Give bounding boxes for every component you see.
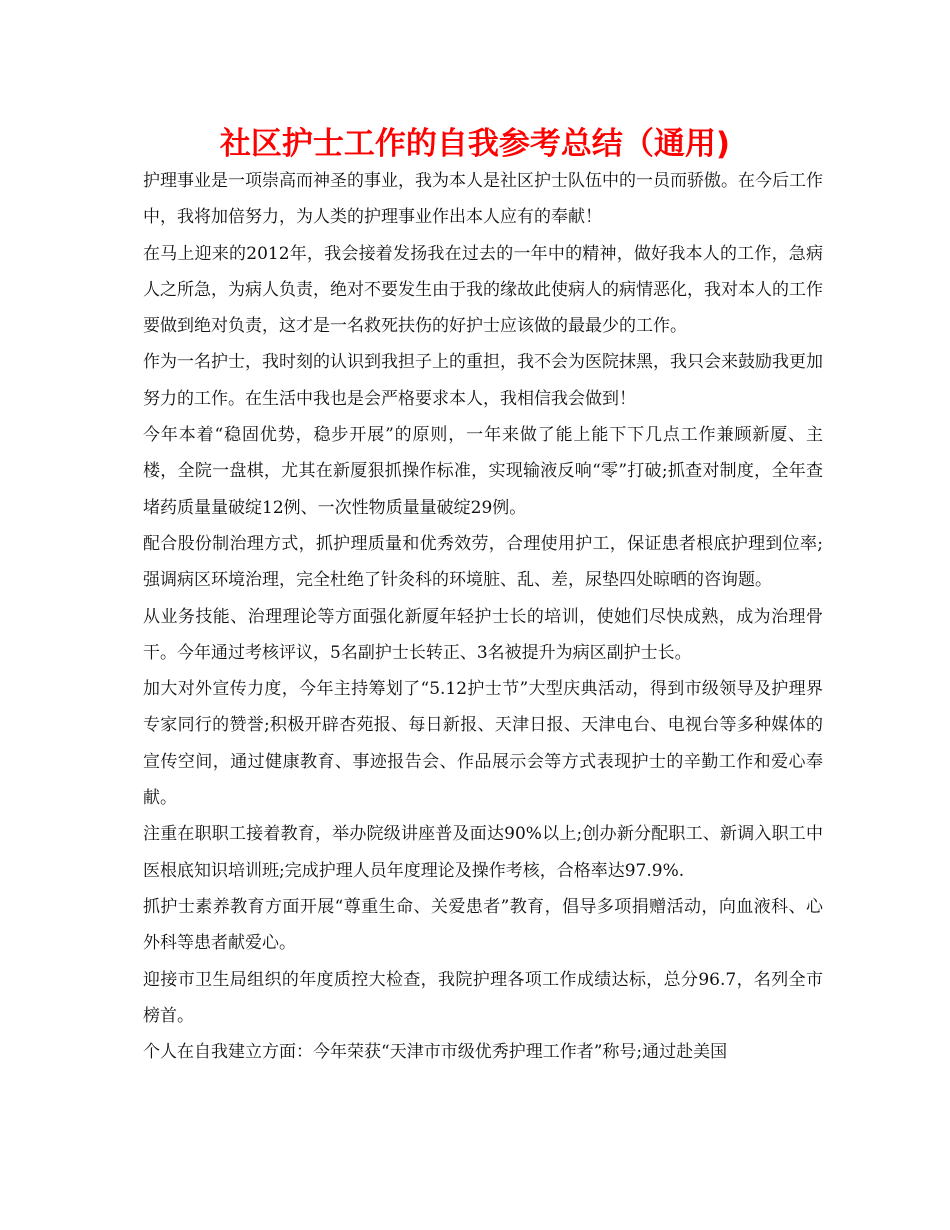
document-body — [143, 163, 823, 1070]
paragraph-6: 从业务技能、治理理论等方面强化新厦年轻护士长的培训，使她们尽快成熟，成为治理骨干。今年通过考核评议，5名副护士长转正、3名被提升为病区副护士长。 — [143, 606, 823, 663]
paragraph-3: 作为一名护士，我时刻的认识到我担子上的重担，我不会为医院抹黑，我只会来鼓励我更加努力的工作。在生活中我也是会严格要求本人，我相信我会做到！ — [143, 352, 823, 409]
paragraph-7: 加大对外宣传力度，今年主持筹划了“5.12护士节”大型庆典活动，得到市级领导及护理界专家同行的赞誉;积极开辟杏苑报、每日新报、天津日报、天津电台、电视台等多种媒体的宣传空间，通过健康教育、事迹报告会、作品展示会等方式表现护士的辛勤工作和爱心奉献。 — [143, 679, 823, 809]
paragraph-9: 抓护士素养教育方面开展“尊重生命、关爱患者”教育，倡导多项捐赠活动，向血液科、心外科等患者献爱心。 — [143, 896, 823, 954]
paragraph-2: 在马上迎来的2012年，我会接着发扬我在过去的一年中的精神，做好我本人的工作，急病人之所急，为病人负责，绝对不要发生由于我的缘故此使病人的病情恶化，我对本人的工作要做到绝对负责，这才是一名救死扶伤的好护士应该做的最最少的工作。 — [143, 243, 823, 337]
document-title: 社区护士工作的自我参考总结（通用) — [219, 126, 731, 162]
paragraph-1: 护理事业是一项崇高而神圣的事业，我为本人是社区护士队伍中的一员而骄傲。在今后工作中，我将加倍努力，为人类的护理事业作出本人应有的奉献！ — [143, 171, 823, 228]
paragraph-4: 今年本着“稳固优势，稳步开展”的原则，一年来做了能上能下下几点工作兼顾新厦、主楼，全院一盘棋，尤其在新厦狠抓操作标准，实现输液反响“零”打破;抓查对制度，全年查堵药质量量破绽12例、一次性物质量量破绽29例。 — [143, 425, 823, 518]
paragraph-10: 迎接市卫生局组织的年度质控大检查，我院护理各项工作成绩达标，总分96.7，名列全市榜首。 — [143, 969, 823, 1026]
paragraph-8: 注重在职职工接着教育，举办院级讲座普及面达90%以上;创办新分配职工、新调入职工中医根底知识培训班;完成护理人员年度理论及操作考核，合格率达97.9%. — [143, 824, 823, 881]
paragraph-5: 配合股份制治理方式，抓护理质量和优秀效劳，合理使用护工，保证患者根底护理到位率;强调病区环境治理，完全杜绝了针灸科的环境脏、乱、差，尿垫四处晾晒的咨询题。 — [143, 533, 823, 591]
paragraph-11: 个人在自我建立方面：今年荣获“天津市市级优秀护理工作者”称号;通过赴美国 — [143, 1042, 728, 1063]
